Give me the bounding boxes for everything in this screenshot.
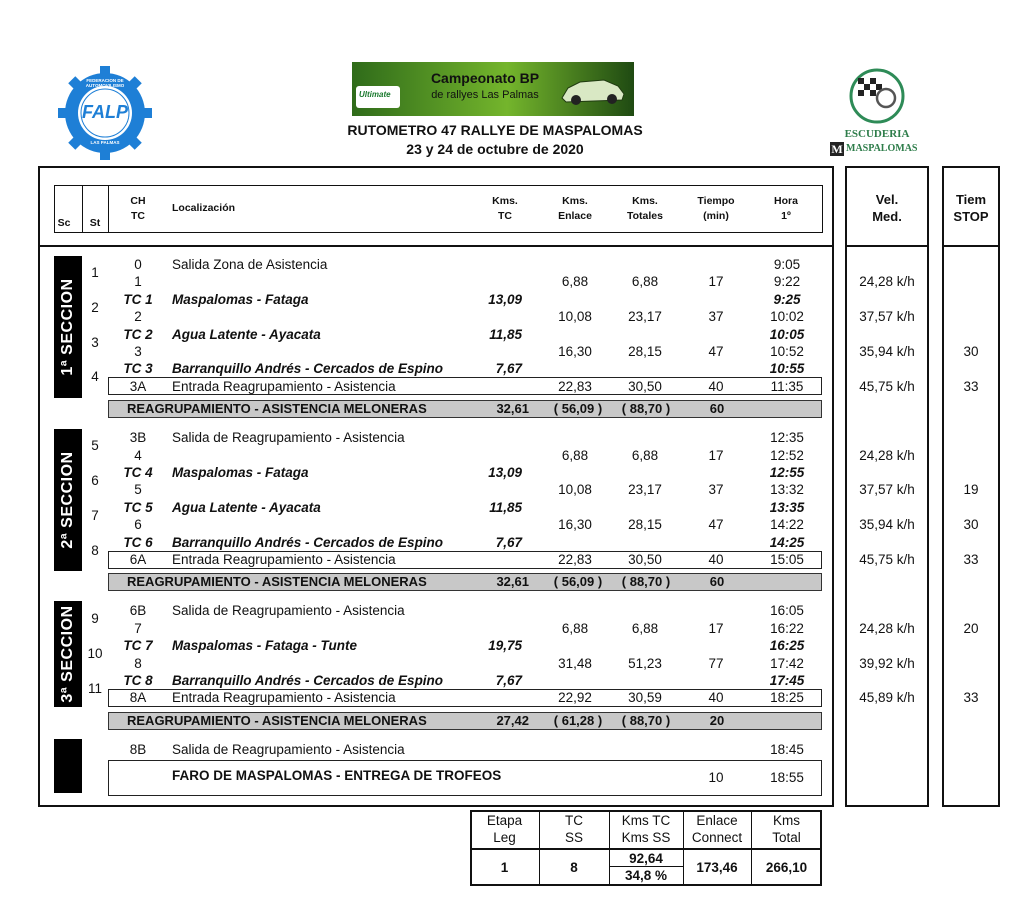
summary-h-enlace: Enlace [696, 813, 738, 828]
hora: 16:22 [770, 620, 804, 636]
velocidad-media: 45,75 k/h [859, 378, 915, 394]
stage-number: 4 [91, 369, 99, 385]
tiempo-stop: 33 [963, 378, 979, 394]
control-point: TC 3 [123, 361, 153, 377]
kms-totales: 23,17 [628, 309, 662, 325]
page-title: RUTOMETRO 47 RALLYE DE MASPALOMAS [347, 122, 643, 138]
col-localizacion: Localización [172, 202, 236, 214]
control-point: 6B [129, 603, 147, 619]
tiempo: 37 [708, 309, 724, 325]
falp-logo-text: FALP [81, 102, 128, 122]
regroup-row [108, 573, 822, 591]
kms-enlace: 6,88 [561, 447, 589, 463]
summary-total: 266,10 [765, 860, 808, 875]
location: Entrada Reagrupamiento - Asistencia [172, 552, 396, 567]
col-tiempo-2: (min) [703, 210, 729, 222]
tiempo: 77 [708, 655, 724, 671]
regroup-totales: ( 88,70 ) [621, 574, 671, 590]
col-hora-2: 1º [781, 210, 791, 222]
stage-number: 7 [91, 507, 99, 523]
summary-h-ss: SS [564, 830, 583, 845]
main-header-divider [38, 245, 834, 247]
kms-totales: 51,23 [628, 655, 662, 671]
summary-h-tc: TC [565, 813, 583, 828]
kms-totales: 28,15 [628, 344, 662, 359]
hora: 16:25 [769, 638, 805, 654]
control-point: TC 5 [123, 499, 153, 515]
regroup-label: REAGRUPAMIENTO - ASISTENCIA MELONERAS [127, 712, 427, 728]
summary-h-kms: Kms [773, 813, 800, 828]
kms-totales: 23,17 [628, 482, 662, 498]
kms-totales: 28,15 [628, 517, 662, 533]
location: Maspalomas - Fataga [172, 465, 309, 480]
regroup-tiempo: 60 [709, 401, 725, 417]
hora: 10:55 [769, 361, 805, 377]
section-1-text: 1ª SECCION [59, 278, 76, 376]
col-kms-totales-1: Kms. [632, 195, 658, 207]
location: Salida de Reagrupamiento - Asistencia [172, 603, 405, 619]
hora: 15:05 [770, 552, 804, 567]
banner-ultimate: Ultimate [359, 90, 391, 99]
section-3-label [54, 601, 82, 707]
summary-kms-pct: 34,8 % [624, 868, 668, 883]
summary-h-total: Total [772, 830, 801, 845]
control-point: 8B [129, 741, 147, 757]
kms-enlace: 31,48 [558, 655, 592, 671]
kms-totales: 30,50 [628, 378, 662, 394]
control-point: TC 1 [123, 291, 153, 307]
control-point: 6A [129, 552, 147, 567]
hora: 9:05 [773, 257, 801, 272]
col-tiempo-1: Tiempo [697, 195, 735, 207]
col-kms-enlace-1: Kms. [562, 195, 588, 207]
hora: 10:52 [770, 344, 804, 359]
tiempo: 37 [708, 482, 724, 498]
hora: 16:05 [770, 603, 804, 619]
kms-enlace: 16,30 [558, 517, 592, 533]
location: Salida de Reagrupamiento - Asistencia [172, 430, 405, 446]
tiempo: 47 [708, 344, 724, 359]
section-2-text: 2ª SECCION [59, 451, 76, 549]
tiempo: 47 [708, 517, 724, 533]
hora: 18:25 [770, 690, 804, 706]
location: Barranquillo Andrés - Cercados de Espino [172, 534, 444, 550]
location: Barranquillo Andrés - Cercados de Espino [172, 673, 444, 688]
regroup-kms-tc: 32,61 [496, 401, 529, 417]
location: Maspalomas - Fataga - Tunte [172, 638, 358, 654]
bp-banner [352, 62, 634, 116]
hora: 14:22 [770, 517, 804, 533]
stop-header-divider [942, 245, 1000, 247]
col-stop-2: STOP [953, 209, 989, 224]
kms-tc: 7,67 [495, 361, 522, 377]
control-point: 0 [134, 257, 142, 272]
control-point: 3B [129, 430, 147, 446]
falp-logo [58, 66, 152, 160]
stage-number: 5 [91, 438, 99, 454]
col-ch-1: CH [130, 195, 146, 207]
velocidad-media: 35,94 k/h [859, 344, 915, 359]
control-point: 8 [134, 655, 142, 671]
stage-number: 9 [91, 611, 99, 627]
stage-number: 3 [91, 334, 99, 350]
kms-totales: 30,59 [628, 690, 662, 706]
control-point: 7 [134, 620, 142, 636]
page-dates: 23 y 24 de octubre de 2020 [406, 141, 584, 157]
regroup-totales: ( 88,70 ) [621, 712, 671, 728]
regroup-enlace: ( 56,09 ) [553, 401, 603, 417]
col-hora-1: Hora [774, 195, 798, 207]
hora: 17:45 [769, 673, 805, 688]
control-point: 5 [134, 482, 142, 498]
location: Salida de Reagrupamiento - Asistencia [172, 741, 405, 757]
sc-st-divider [82, 185, 83, 233]
summary-h-kmsss: Kms SS [621, 830, 671, 845]
banner-line1: Campeonato BP [430, 70, 540, 86]
hora: 9:22 [773, 274, 801, 290]
section-3-text: 3ª SECCION [59, 605, 76, 703]
hora: 10:05 [769, 326, 805, 342]
location: Salida Zona de Asistencia [172, 257, 328, 272]
velocidad-media: 24,28 k/h [859, 274, 915, 290]
tiempo-stop: 30 [963, 517, 979, 533]
regroup-enlace: ( 61,28 ) [553, 712, 603, 728]
stage-number: 10 [87, 646, 103, 662]
summary-h-connect: Connect [691, 830, 743, 845]
hora: 18:45 [770, 741, 804, 757]
kms-tc: 7,67 [495, 534, 522, 550]
col-sc: Sc [57, 217, 71, 229]
regroup-kms-tc: 32,61 [496, 574, 529, 590]
kms-totales: 30,50 [628, 552, 662, 567]
final-event-hora: 18:55 [770, 770, 804, 786]
hora: 13:35 [769, 499, 805, 515]
hora: 9:25 [773, 291, 801, 307]
kms-enlace: 10,08 [558, 482, 592, 498]
hora: 11:35 [770, 378, 804, 394]
kms-totales: 6,88 [631, 620, 659, 636]
section-2-label [54, 429, 82, 571]
summary-h-etapa: Etapa [486, 813, 523, 828]
kms-totales: 6,88 [631, 274, 659, 290]
kms-enlace: 6,88 [561, 274, 589, 290]
col-vel-1: Vel. [875, 192, 899, 207]
col-st: St [89, 217, 101, 229]
control-point: 1 [134, 274, 142, 290]
falp-ring-top: FEDERACION DE AUTOMOVILISMO [85, 78, 125, 88]
velocidad-media: 37,57 k/h [859, 482, 915, 498]
tiempo: 40 [708, 552, 724, 567]
control-point: TC 6 [123, 534, 153, 550]
kms-tc: 11,85 [489, 326, 522, 342]
vel-header-divider [845, 245, 929, 247]
control-point: 6 [134, 517, 142, 533]
hora: 13:32 [770, 482, 804, 498]
summary-etapa: 1 [500, 860, 509, 875]
car-image [558, 72, 628, 106]
hora: 10:02 [770, 309, 804, 325]
regroup-totales: ( 88,70 ) [621, 401, 671, 417]
tiempo: 17 [708, 447, 724, 463]
kms-enlace: 6,88 [561, 620, 589, 636]
col-kms-enlace-2: Enlace [558, 210, 592, 222]
tiempo-stop: 30 [963, 344, 979, 359]
tiempo: 40 [708, 378, 724, 394]
control-point: 3A [129, 378, 147, 394]
control-point: TC 8 [123, 673, 153, 688]
tiempo: 40 [708, 690, 724, 706]
velocidad-media: 39,92 k/h [859, 655, 915, 671]
location: Agua Latente - Ayacata [172, 326, 321, 342]
control-point: TC 2 [123, 326, 153, 342]
hora: 17:42 [770, 655, 804, 671]
control-point: TC 4 [123, 465, 153, 480]
stage-number: 6 [91, 473, 99, 488]
hora: 12:52 [770, 447, 804, 463]
summary-tc: 8 [570, 860, 578, 875]
kms-enlace: 16,30 [558, 344, 592, 359]
control-point: 2 [134, 309, 142, 325]
regroup-enlace: ( 56,09 ) [553, 574, 603, 590]
falp-ring-bottom: LAS PALMAS [90, 140, 120, 145]
final-event-label: FARO DE MASPALOMAS - ENTREGA DE TROFEOS [172, 768, 502, 784]
section-1-label [54, 256, 82, 398]
control-point: 3 [134, 344, 142, 359]
col-kms-totales-2: Totales [627, 210, 663, 222]
location: Entrada Reagrupamiento - Asistencia [172, 378, 396, 394]
st-ch-divider [108, 185, 109, 233]
hora: 14:25 [769, 534, 805, 550]
hora: 12:55 [769, 465, 805, 480]
summary-h-leg: Leg [493, 830, 516, 845]
col-ch-2: TC [131, 210, 145, 222]
section-final-block [54, 739, 82, 793]
regroup-row [108, 712, 822, 730]
kms-enlace: 22,83 [558, 378, 592, 394]
col-kms-tc-2: TC [498, 210, 512, 222]
tiempo-stop: 19 [963, 482, 979, 498]
kms-tc: 13,09 [488, 465, 522, 480]
col-stop-1: Tiem [955, 192, 987, 207]
kms-tc: 11,85 [489, 499, 522, 515]
kms-tc: 7,67 [495, 673, 522, 688]
control-point: 8A [129, 690, 147, 706]
col-kms-tc-1: Kms. [492, 195, 518, 207]
regroup-tiempo: 20 [709, 712, 725, 728]
tiempo-stop: 33 [963, 552, 979, 567]
stage-number: 2 [91, 299, 99, 315]
control-point: TC 7 [123, 638, 153, 654]
regroup-label: REAGRUPAMIENTO - ASISTENCIA MELONERAS [127, 401, 427, 417]
col-vel-2: Med. [872, 209, 902, 224]
tiempo-stop: 33 [963, 690, 979, 706]
banner-line2: de rallyes Las Palmas [431, 89, 539, 101]
velocidad-media: 24,28 k/h [859, 620, 915, 636]
stage-number: 8 [91, 542, 99, 558]
summary-h-kmstc: Kms TC [621, 813, 671, 828]
control-point: 4 [134, 447, 142, 463]
velocidad-media: 35,94 k/h [859, 517, 915, 533]
location: Entrada Reagrupamiento - Asistencia [172, 690, 396, 706]
summary-kms-tc: 92,64 [629, 851, 663, 866]
regroup-label: REAGRUPAMIENTO - ASISTENCIA MELONERAS [127, 574, 427, 590]
location: Maspalomas - Fataga [172, 291, 309, 307]
velocidad-media: 45,75 k/h [859, 552, 915, 567]
kms-totales: 6,88 [631, 447, 659, 463]
location: Agua Latente - Ayacata [172, 499, 321, 515]
stage-number: 1 [91, 265, 99, 280]
kms-enlace: 22,83 [558, 552, 592, 567]
escuderia-line2: MASPALOMAS [846, 143, 918, 154]
tiempo: 17 [708, 274, 724, 290]
tiempo: 17 [708, 620, 724, 636]
kms-enlace: 10,08 [558, 309, 592, 325]
summary-enlace: 173,46 [696, 860, 738, 875]
velocidad-media: 45,89 k/h [859, 690, 915, 706]
escuderia-logo [822, 66, 932, 158]
escuderia-line1: ESCUDERIA [844, 128, 910, 140]
kms-enlace: 22,92 [558, 690, 592, 706]
velocidad-media: 37,57 k/h [859, 309, 915, 325]
location: Barranquillo Andrés - Cercados de Espino [172, 361, 444, 377]
regroup-row [108, 400, 822, 418]
kms-tc: 19,75 [488, 638, 522, 654]
stage-number: 11 [87, 681, 102, 696]
banner-ultimate-badge [356, 86, 400, 108]
tiempo-stop: 20 [963, 620, 979, 636]
final-event-tiempo: 10 [708, 770, 724, 786]
regroup-tiempo: 60 [709, 574, 725, 590]
kms-tc: 13,09 [488, 291, 522, 307]
velocidad-media: 24,28 k/h [859, 447, 915, 463]
hora: 12:35 [770, 430, 804, 446]
escuderia-m-badge: M [831, 142, 843, 156]
regroup-kms-tc: 27,42 [496, 712, 529, 728]
